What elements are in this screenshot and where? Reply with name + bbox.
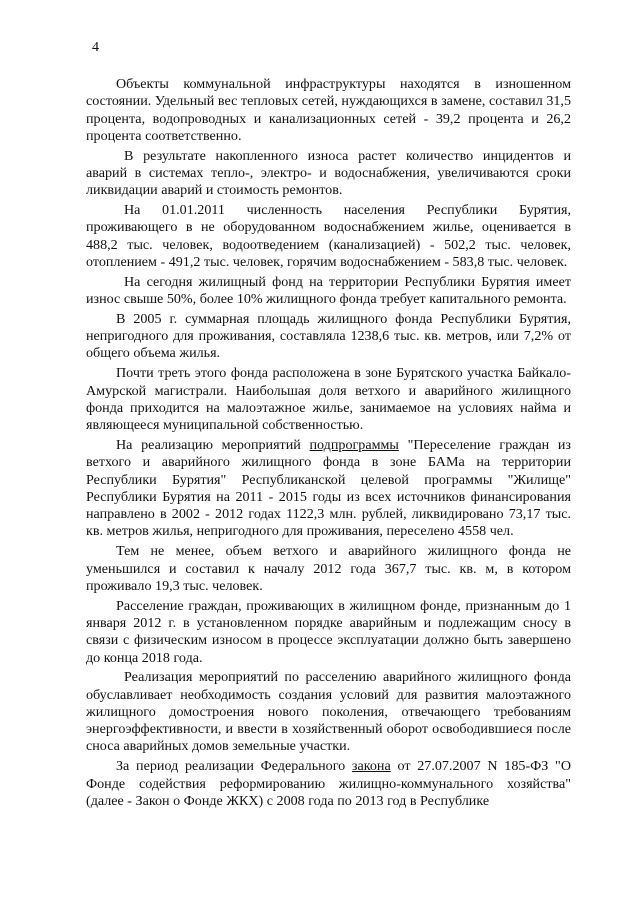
subprogram-text-after: "Переселение граждан из ветхого и аварийного жилищного фонда в зоне БАМа на территории Республики Бурятия" Республиканской целевой программы "Жилище" Республики Бурятия на 2011 - 2015 годы из всех источников финансирования направлено в 2002 - 2012 годах 1122,3 млн. рублей, ликвидировано 73,17 тыс. кв. метров жилья, непригодного для проживания, переселено 4558 чел.: [86, 436, 572, 540]
law-text-before: За период реализации Федерального: [116, 758, 352, 775]
paragraph-population-utilities: На 01.01.2011 численность населения Республики Бурятия, проживающего в не оборудованном водоснабжением жилье, оценивается в 488,2 тыс. человек, водоотведением (канализацией) - 502,2 тыс. человек, отоплением - 491,2 тыс. человек, горячим водоснабжением - 583,8 тыс. человек.: [86, 202, 571, 270]
document-body: [86, 76, 571, 813]
paragraph-resettlement-deadline: Расселение граждан, проживающих в жилищном фонде, признанным до 1 января 2012 г. в установленном порядке аварийным и подлежащим сносу в связи с физическим износом в процессе эксплуатации должно быть завершено до конца 2018 года.: [86, 597, 571, 666]
page-number: 4: [92, 40, 99, 55]
paragraph-bam-zone: Почти треть этого фонда расположена в зоне Бурятского участка Байкало-Амурской магистрали. Наибольшая доля ветхого и аварийного жилищного фонда приходится на малоэтажное жилье, занимаемое на условиях найма и являющееся муниципальной собственностью.: [86, 365, 571, 434]
paragraph-infrastructure-wear: Объекты коммунальной инфраструктуры находятся в изношенном состоянии. Удельный вес тепловых сетей, нуждающихся в замене, составил 31,5 процента, водопроводных и канализационных сетей - 39,2 процента и 26,2 процента соответственно.: [86, 76, 571, 144]
paragraph-remaining-fund: Тем не менее, объем ветхого и аварийного жилищного фонда не уменьшился и составил к началу 2012 года 367,7 тыс. кв. м, в котором проживало 19,3 тыс. человек.: [86, 543, 571, 594]
paragraph-incidents: В результате накопленного износа растет количество инцидентов и аварий в системах тепло-, электро- и водоснабжения, увеличиваются сроки ликвидации аварий и стоимость ремонтов.: [86, 147, 571, 199]
law-text-after: от 27.07.2007 N 185-ФЗ "О Фонде содействия реформированию жилищно-коммунального хозяйства" (далее - Закон о Фонде ЖКХ) с 2008 года по 2013 год в Республике: [86, 758, 571, 809]
paragraph-housing-wear: На сегодня жилищный фонд на территории Республики Бурятия имеет износ свыше 50%, более 10% жилищного фонда требует капитального ремонта.: [86, 273, 571, 308]
paragraph-federal-law: [86, 758, 571, 810]
paragraph-subprogram: [86, 437, 571, 541]
subprogram-text-before: На реализацию мероприятий: [116, 436, 310, 453]
subprogram-link[interactable]: подпрограммы: [309, 436, 399, 453]
law-link[interactable]: закона: [351, 758, 391, 775]
paragraph-2005-area: В 2005 г. суммарная площадь жилищного фонда Республики Бурятия, непригодного для проживания, составляла 1238,6 тыс. кв. метров, или 7,2% от общего объема жилья.: [86, 310, 571, 362]
paragraph-low-rise-construction: Реализация мероприятий по расселению аварийного жилищного фонда обуславливает необходимость создания условий для развития малоэтажного жилищного домостроения нового поколения, отвечающего требованиям энергоэффективности, и ввести в хозяйственный оборот освободившиеся после сноса аварийных домов земельные участки.: [86, 669, 571, 755]
